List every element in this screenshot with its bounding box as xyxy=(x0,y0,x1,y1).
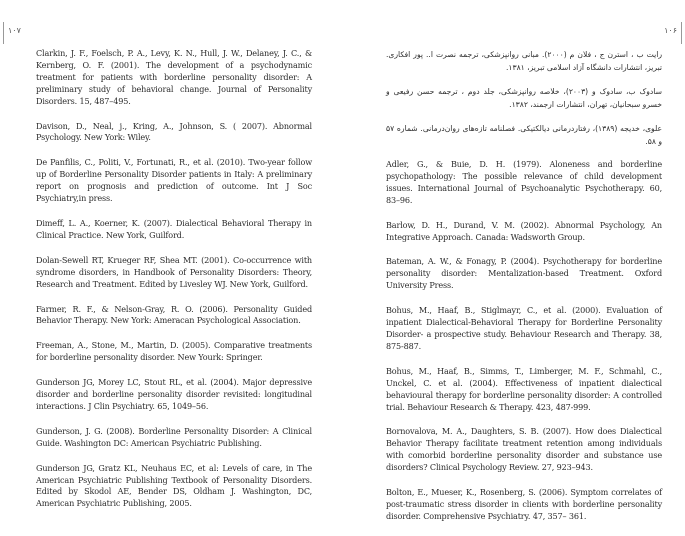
page-corner-mark xyxy=(681,22,682,44)
page-number: ۱۰۷ xyxy=(8,26,21,35)
reference-entry: Gunderson JG, Gratz KL, Neuhaus EC, et al: Levels of care, in The American Psychiatric Publishing Textbook of Personality Disorders. Edited by Skodol AE, Bender DS, Oldham J. Washington, DC, American Psychiatric Publishing, 2005. xyxy=(36,462,312,509)
reference-entry: Clarkin, J. F., Foelsch, P. A., Levy, K. N., Hull, J. W., Delaney, J. C., & Kernberg, O. F. (2001). The development of a psychodynamic treatment for patients with borderline personality disorder: A preliminary study of behavioral change. Journal of Personality Disorders. 15, 487–495. xyxy=(36,48,312,106)
reference-list xyxy=(36,48,312,523)
right-page xyxy=(343,0,685,521)
reference-entry: Bohus, M., Haaf, B., Stiglmayr, C., et al. (2000). Evaluation of inpatient Dialectical-Behavioral Therapy for Borderline Personality Disorder- a prospective study. Behaviour Research and Therapy. 38, 875-887. xyxy=(386,305,662,351)
reference-entry: Dolan-Sewell RT, Krueger RF, Shea MT. (2001). Co-occurrence with syndrome disorders, in Handbook of Personality Disorders: Theory, Research and Treatment. Edited by Livesley WJ. New York, Guilford. xyxy=(36,254,312,289)
reference-entry: Barlow, D. H., Durand, V. M. (2002). Abnormal Psychology, An Integrative Approach. Canada: Wadsworth Group. xyxy=(386,219,662,242)
page-number: ۱۰۶ xyxy=(664,26,677,35)
reference-entry: Farmer, R. F., & Nelson-Gray, R. O. (2006). Personality Guided Behavior Therapy. New York: Ameracan Psychological Association. xyxy=(36,303,312,326)
reference-entry: Gunderson, J. G. (2008). Borderline Personality Disorder: A Clinical Guide. Washington DC: American Psychiatric Publishing. xyxy=(36,425,312,448)
reference-entry: Gunderson JG, Morey LC, Stout RL, et al. (2004). Major depressive disorder and borderline personality disorder revisited: longitudinal interactions. J Clin Psychiatry. 65, 1049–56. xyxy=(36,377,312,411)
reference-entry: Davison, D., Neal, j., Kring, A., Johnson, S. ( 2007). Abnormal Psychology. New York: Wiley. xyxy=(36,120,312,143)
reference-entry: De Panfilis, C., Politi, V., Fortunati, R., et al. (2010). Two-year follow up of Borderline Personality Disorder patients in Italy: A preliminary report on prognosis and prediction of outcome. Int J Soc Psychiatry,in press. xyxy=(36,157,312,204)
reference-entry: Bateman, A. W., & Fonagy, P. (2004). Psychotherapy for borderline personality disorder: Mentalization-based Treatment. Oxford University Press. xyxy=(386,256,662,291)
reference-entry: Bohus, M., Haaf, B., Simms, T., Limberger, M. F., Schmahl, C., Unckel, C. et al. (2004). Effectiveness of inpatient dialectical behavioural therapy for borderline personality disorder: A controlled trial. Behaviour Research & Therapy. 423, 487-999. xyxy=(386,365,662,412)
persian-reference-entry: رایت ب ، استرن ج ، فلان م (۲۰۰۰). مبانی روانپزشکی، ترجمه نصرت ا.. پور افکاری. تبریز، انتشارات دانشگاه آزاد اسلامی تبریز، ۱۳۸۱. xyxy=(386,50,662,72)
persian-reference-entry: سادوک ب، سادوک و (۲۰۰۳)، خلاصه روانپزشکی، جلد دوم ، ترجمه حسن رفیعی و خسرو سبحانیان، تهران، انتشارات ارجمند، ۱۳۸۲. xyxy=(386,87,662,109)
reference-entry: Bolton, E., Mueser, K., Rosenberg, S. (2006). Symptom correlates of post-traumatic stress disorder in clients with borderline personality disorder. Comprehensive Psychiatry. 47, 357– 361. xyxy=(386,487,662,521)
reference-entry: Dimeff, L. A., Koerner, K. (2007). Dialectical Behavioral Therapy in Clinical Practice. New York, Guilford. xyxy=(36,217,312,240)
reference-entry: Adler, G., & Buie, D. H. (1979). Aloneness and borderline psychopathology: The possible relevance of child development issues. International Journal of Psychoanalytic Psychotherapy. 60, 83–96. xyxy=(386,159,662,205)
reference-entry: Bornovalova, M. A., Daughters, S. B. (2007). How does Dialectical Behavior Therapy facilitate treatment retention among individuals with comorbid borderline personality disorder and substance use disorders? Clinical Psychology Review. 27, 923–943. xyxy=(386,426,662,473)
left-page xyxy=(0,0,342,510)
reference-list xyxy=(386,48,662,536)
reference-entry: Freeman, A., Stone, M., Martin, D. (2005). Comparative treatments for borderline personality disorder. New Yourk: Springer. xyxy=(36,340,312,363)
persian-reference-entry: علوی، خدیجه (۱۳۸۹)، رفتاردرمانی دیالکتیکی. فصلنامه تازه‌های روان‌درمانی. شماره ۵۷ و ۵۸. xyxy=(386,124,662,146)
page-corner-mark xyxy=(3,22,4,44)
